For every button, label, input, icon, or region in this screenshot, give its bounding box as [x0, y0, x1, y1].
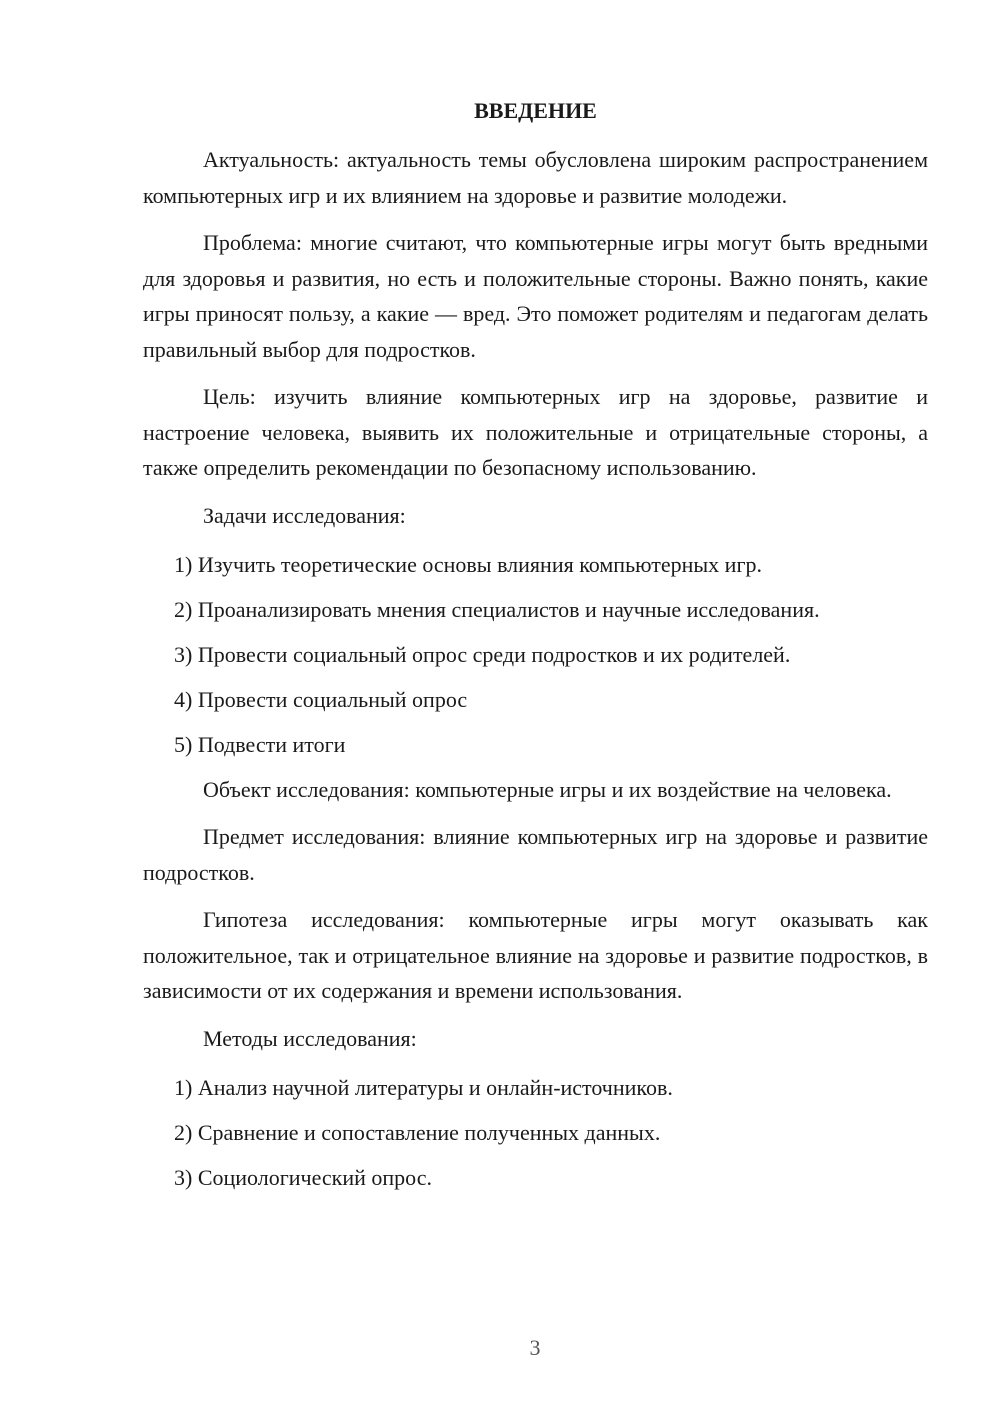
methods-heading: Методы исследования:	[203, 1025, 417, 1051]
page-content	[143, 94, 928, 1205]
problem-paragraph: Проблема: многие считают, что компьютерные игры могут быть вредными для здоровья и развития, но есть и положительные стороны. Важно понять, какие игры приносят пользу, а какие — вред. Это поможет родителям и педагогам делать правильный выбор для подростков.	[143, 230, 928, 362]
list-item: 5) Подвести итоги	[174, 731, 346, 757]
hypothesis-paragraph: Гипотеза исследования: компьютерные игры могут оказывать как положительное, так и отрицательное влияние на здоровье и развитие подростков, в зависимости от их содержания и времени использования.	[143, 907, 928, 1003]
list-item: 2) Проанализировать мнения специалистов и научные исследования.	[174, 596, 820, 622]
page-title: ВВЕДЕНИЕ	[474, 98, 597, 123]
tasks-heading: Задачи исследования:	[203, 502, 406, 528]
goal-paragraph: Цель: изучить влияние компьютерных игр на здоровье, развитие и настроение человека, выявить их положительные и отрицательные стороны, а также определить рекомендации по безопасному использованию.	[143, 384, 928, 480]
list-item: 1) Изучить теоретические основы влияния компьютерных игр.	[174, 551, 762, 577]
list-item: 1) Анализ научной литературы и онлайн-источников.	[174, 1074, 673, 1100]
object-paragraph: Объект исследования: компьютерные игры и их воздействие на человека.	[203, 776, 892, 802]
subject-paragraph: Предмет исследования: влияние компьютерных игр на здоровье и развитие подростков.	[143, 824, 928, 885]
relevance-paragraph: Актуальность: актуальность темы обусловлена широким распространением компьютерных игр и их влиянием на здоровье и развитие молодежи.	[143, 147, 928, 208]
list-item: 2) Сравнение и сопоставление полученных данных.	[174, 1119, 661, 1145]
list-item: 3) Провести социальный опрос среди подростков и их родителей.	[174, 641, 791, 667]
page-number: 3	[529, 1335, 541, 1360]
list-item: 4) Провести социальный опрос	[174, 686, 468, 712]
tasks-list	[143, 547, 928, 762]
methods-list	[143, 1070, 928, 1195]
list-item: 3) Социологический опрос.	[174, 1164, 432, 1190]
